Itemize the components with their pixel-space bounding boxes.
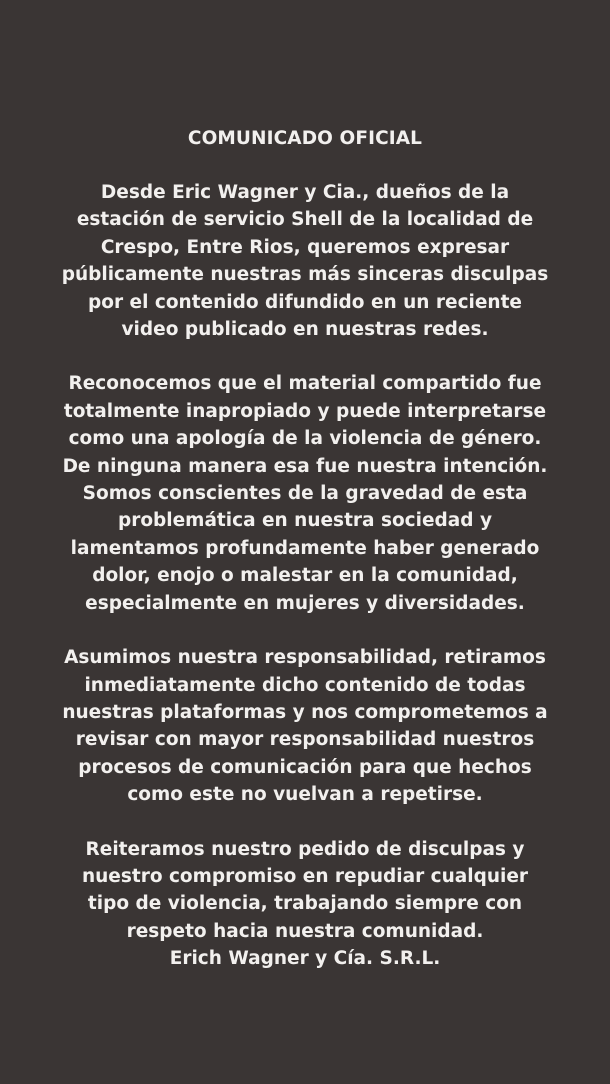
text-line: estación de servicio Shell de la localidad de [76, 209, 534, 231]
text-line: especialmente en mujeres y diversidades. [85, 592, 525, 614]
text-line: video publicado en nuestras redes. [121, 319, 489, 341]
text-line: por el contenido difundido en un reciente [88, 291, 522, 313]
text-line: revisar con mayor responsabilidad nuestros [75, 729, 535, 751]
text-line: nuestras plataformas y nos comprometemos a [62, 701, 548, 723]
text-line: Desde Eric Wagner y Cia., dueños de la [100, 182, 510, 203]
signature-line: Erich Wagner y Cía. S.R.L. [169, 948, 441, 970]
text-line: procesos de comunicación para que hechos [78, 756, 532, 778]
text-line: Asumimos nuestra responsabilidad, retiramos [64, 647, 546, 669]
text-line: inmediatamente dicho contenido de todas [84, 674, 526, 696]
text-line: respeto hacia nuestra comunidad. [126, 920, 484, 942]
paragraph-apology [0, 179, 610, 343]
statement-title: COMUNICADO OFICIAL [187, 128, 423, 149]
text-line: como este no vuelvan a repetirse. [127, 784, 483, 806]
text-line: tipo de violencia, trabajando siempre con [87, 893, 523, 915]
text-line: dolor, enojo o malestar en la comunidad, [92, 565, 518, 587]
text-line: De ninguna manera esa fue nuestra intención. [62, 455, 548, 477]
text-line: Somos conscientes de la gravedad de esta [82, 483, 528, 505]
paragraph-closing [0, 836, 610, 973]
text-line: públicamente nuestras más sinceras disculpas [61, 264, 549, 286]
text-line: nuestro compromiso en repudiar cualquier [81, 865, 529, 887]
text-line: problemática en nuestra sociedad y [117, 510, 493, 532]
text-line: Reiteramos nuestro pedido de disculpas y [85, 838, 525, 860]
text-line: Reconocemos que el material compartido fue [68, 373, 542, 395]
text-line: Crespo, Entre Rios, queremos expresar [100, 236, 510, 258]
text-line: lamentamos profundamente haber generado [70, 537, 540, 559]
paragraph-responsibility [0, 644, 610, 808]
paragraph-recognition [0, 370, 610, 617]
text-line: totalmente inapropiado y puede interpretarse [63, 400, 547, 422]
text-line: como una apología de la violencia de género. [68, 428, 542, 450]
